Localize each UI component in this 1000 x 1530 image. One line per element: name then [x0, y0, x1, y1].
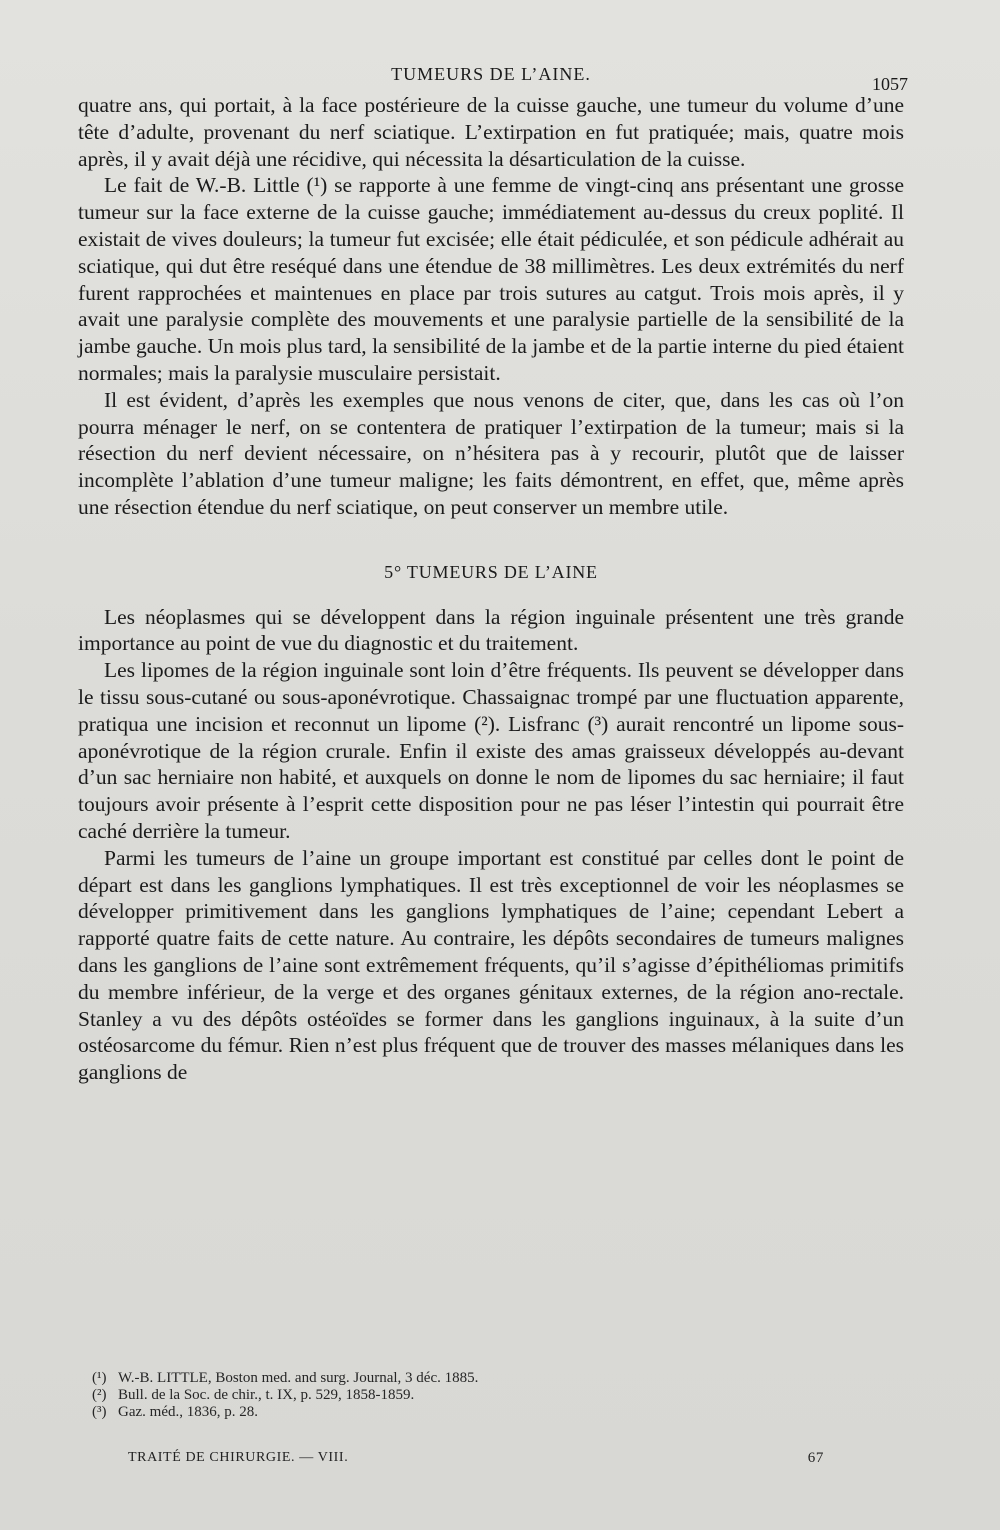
section-paragraph-lymph-nodes: Parmi les tumeurs de l’aine un groupe important est constitué par celles dont le point de départ est dans les ganglions lymphatiques. Il est très exceptionnel de voir les néoplasmes se développer primitivement dans les ganglions lymphatiques de l’aine; cependant Lebert a rapporté quatre faits de cette nature. Au contraire, les dépôts secondaires de tumeurs malignes dans les ganglions de l’aine sont extrêmement fréquents, qu’il s’agisse d’épithéliomas primitifs du membre inférieur, de la verge et des organes génitaux externes, de la région ano-rectale. Stanley a vu des dépôts ostéoïdes se former dans les ganglions inguinaux, à la suite d’un ostéosarcome du fémur. Rien n’est plus fréquent que de trouver des masses mélaniques dans les ganglions de	[78, 845, 904, 1085]
footnote-mark-1: (¹)	[92, 1370, 107, 1386]
page-footer	[128, 1450, 824, 1467]
paragraph-continuation: quatre ans, qui portait, à la face postérieure de la cuisse gauche, une tumeur du volume d’une tête d’adulte, provenant du nerf sciatique. L’extirpation en fut pratiquée; mais, quatre mois après, il y avait déjà une récidive, qui nécessita la désarticulation de la cuisse.	[78, 93, 904, 171]
footnote-text-1: W.-B. LITTLE, Boston med. and surg. Journal, 3 déc. 1885.	[118, 1370, 479, 1386]
section-heading: 5° TUMEURS DE L’AINE	[384, 561, 598, 582]
paragraph-conclusion: Il est évident, d’après les exemples que nous venons de citer, que, dans les cas où l’on pourra ménager le nerf, on se contentera de pratiquer l’extirpation de la tumeur; mais si la résection du nerf devient nécessaire, on n’hésitera pas à y recourir, plutôt que de laisser incomplète l’ablation d’une tumeur maligne; les faits démontrent, en effet, que, même après une résection étendue du nerf sciatique, on peut conserver un membre utile.	[78, 387, 904, 519]
running-header	[78, 56, 908, 94]
footnote-2	[92, 1387, 904, 1404]
footnote-text-2: Bull. de la Soc. de chir., t. IX, p. 529, 1858-1859.	[118, 1387, 415, 1403]
paragraph-little-case: Le fait de W.-B. Little (¹) se rapporte à une femme de vingt-cinq ans présentant une grosse tumeur sur la face externe de la cuisse gauche; immédiatement au-dessus du creux poplité. Il existait de vives douleurs; la tumeur fut excisée; elle était pédiculée, et son pédicule adhérait au sciatique, qui dut être reséqué dans une étendue de 38 millimètres. Les deux extrémités du nerf furent rapprochées et maintenues en place par trois sutures au catgut. Trois mois après, il y avait une paralysie complète des mouvements et une paralysie partielle de la sensibilité de la jambe gauche. Un mois plus tard, la sensibilité de la jambe et de la partie interne du pied étaient normales; mais la paralysie musculaire persistait.	[78, 173, 904, 385]
footnote-3	[92, 1404, 904, 1421]
footer-title: TRAITÉ DE CHIRURGIE. — VIII.	[128, 1450, 349, 1465]
page-number: 1057	[872, 74, 908, 94]
main-text	[78, 92, 904, 1086]
footnotes	[92, 1370, 904, 1421]
footnote-text-3: Gaz. méd., 1836, p. 28.	[118, 1404, 258, 1420]
running-title: TUMEURS DE L’AINE.	[391, 64, 591, 84]
footnote-1	[92, 1370, 904, 1387]
footnote-mark-3: (³)	[92, 1404, 107, 1420]
section-paragraph-lipomas: Les lipomes de la région inguinale sont loin d’être fréquents. Ils peuvent se développer dans le tissu sous-cutané ou sous-aponévrotique. Chassaignac trompé par une fluctuation apparente, pratiqua une incision et reconnut un lipome (²). Lisfranc (³) aurait rencontré un lipome sous-aponévrotique de la région crurale. Enfin il existe des amas graisseux développés au-devant d’un sac herniaire non habité, et auxquels on donne le nom de lipomes du sac herniaire; il faut toujours avoir présente à l’esprit cette disposition pour ne pas léser l’intestin qui pourrait être caché derrière la tumeur.	[78, 658, 904, 843]
section-paragraph-intro: Les néoplasmes qui se développent dans la région inguinale présentent une très grande importance au point de vue du diagnostic et du traitement.	[78, 604, 904, 656]
footnote-mark-2: (²)	[92, 1387, 107, 1403]
footer-sheet-number: 67	[807, 1450, 824, 1466]
